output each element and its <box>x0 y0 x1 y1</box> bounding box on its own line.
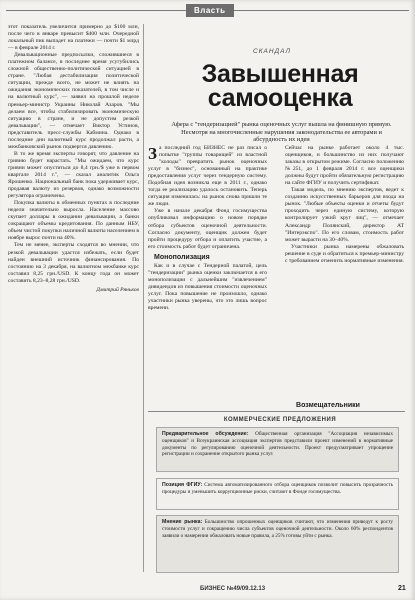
proposal-box-3 <box>156 515 399 573</box>
article-headline: Завышенная самооценка <box>201 60 359 112</box>
author-byline: Дмитрий Ряньков <box>96 286 139 293</box>
section-rule <box>148 411 405 412</box>
box-title: Мнение рынка: <box>162 519 203 525</box>
box-text: Большинство опрошенных оценщиков считают, что изменения приведут к росту стоимости услуг и сокращению числа субъектов оценочной деятельности. Около 60% респондентов заявили о намерении обжаловать новые правила, а 25% готовы уйти с рынка. <box>162 519 393 539</box>
proposal-box-1 <box>156 427 399 472</box>
page-number: 21 <box>398 585 406 592</box>
article-rubric: СКАНДАЛ <box>253 48 291 55</box>
left-paragraph: Девальвационные предпосылки, сложившиеся в платежном балансе, в последнее время усугубились сложной общественно-политической ситуацией в стране. "Любая дестабилизация политической ситуации, прежде всего, не может не влиять на ожидания экономических показателей, в том числе и на валютный курс", — заявил на прошлой неделе премьер-министр Украины Николай Азаров. "Мы делаем все, чтобы стабилизировать экономическую ситуацию в стране, и не допустим резкой девальвации", — отмечает Виктор Устинов, представитель пресс-службы Кабмина. Однако в последние дни валютный курс продолжал расти, а межбанковский рынок подвергся давлению. <box>8 52 139 150</box>
box-title: Позиция ФГИУ: <box>162 482 203 488</box>
commercial-heading: КОММЕРЧЕСКИЕ ПРЕДЛОЖЕНИЯ <box>223 417 337 423</box>
article-lead: Афера с "тендеризацией" рынка оценочных услуг вышла на финишную прямую. Несмотря на многочисленные нарушения законодательства ее авторами и абсурдность их идеи <box>171 121 392 144</box>
article-first-text: а последний год БИЗНЕС не раз писал о попытке "группы товарищей" из властной "колоды" превратить рынок оценочных услуг в "бизнес", основанный на практике предоставления услуг через тендерную систему. Подобная идея возникла еще в 2011 г., однако тогда ее реализацию удалось остановить. Теперь ситуация изменилась: на рынок снова пришли те же люди. <box>148 145 267 208</box>
box-text: Система автоматизированного отбора оценщиков позволит повысить прозрачность процедуры и уменьшить коррупционные риски, считают в Фонде госимущества. <box>162 482 393 495</box>
left-paragraph: В то же время эксперты говорят, что давление на гривню будет нарастать. "Мы ожидаем, что курс гривни может опуститься до 8,4 грн./$ уже в первом квартале 2014 г.", — сказал аналитик Ольга Ярошенко. Национальный банк пока удерживает курс, продавая валюту из резервов, однако возможности регулятора ограничены. <box>8 150 139 200</box>
left-paragraph: Тем не менее, эксперты сходятся во мнении, что резкой девальвации удастся избежать, если будет найден внешний источник финансирования. По состоянию на 3 декабря, на валютном межбанке курс составил 8,25 грн./USD. К концу года он может составить 8,23–8,28 грн./USD. <box>8 242 139 284</box>
article-paragraph: Участники рынка намерены обжаловать решение в суде и обратиться к премьер-министру с требованием отменить нормативные изменения. <box>285 243 404 264</box>
article-subhead: Монополизация <box>154 253 210 261</box>
column-divider <box>143 24 144 572</box>
article-paragraph: Уже в начале декабря Фонд госимущества опубликовал информацию о новом порядке отбора субъектов оценочной деятельности. Согласно документу, оценщик должен будет пройти процедуру отбора и оплатить участие, а его стоимость работ будет ограничена. <box>148 208 267 250</box>
article-paragraph: Как и в случае с Тендерной палатой, цель "тендеризации" рынка оценки заключается в его монополизации с дальнейшим "извлечением" дивидендов из повышения стоимости оценочных услуг. Пока повышение не произошло, однако участники рынка уверены, что это лишь вопрос времени. <box>148 262 267 311</box>
article-paragraph: Такая модель, по мнению экспертов, ведет к созданию искусственных барьеров для входа на рынок. "Любые объекты оценки и отчеты будут проходить через единую систему, которую контролирует узкий круг лиц", — отмечает Александр Полянский, директор АТ "Интерэкспо". По его словам, стоимость работ может вырасти на 30–40%. <box>285 187 404 243</box>
drop-cap: З <box>148 144 157 163</box>
proposal-box-2 <box>156 478 399 510</box>
box-title: Предварительное обсуждение: <box>162 431 249 437</box>
article-paragraph <box>148 145 267 208</box>
box-text: Общественная организация "Ассоциация независимых оценщиков" и Всеукраинская ассоциация экспертов представили проект изменений в нормативные документы по регулированию оценочной деятельности. Проект предусматривает упрощение регистрации и сохранение открытого рынка услуг. <box>162 431 394 458</box>
journal-footer: БИЗНЕС №49/09.12.13 <box>200 586 266 592</box>
article-column-b <box>285 145 404 265</box>
article-paragraph: Сейчас на рынке работает около 4 тыс. оценщиков, и большинство из них получают заказы в открытом режиме. Согласно положению №251, до 1 февраля 2014 г. все оценщики должны будут пройти обязательную регистрацию на сайте ФГИУ и получить сертификат. <box>285 145 404 187</box>
left-column <box>8 24 139 294</box>
left-paragraph: Покупка валюты в обменных пунктах в последние недели значительно выросла. Население массово скупает доллары в ожидании девальвации, а банки сокращают объемы кредитования. По данным НБУ, объем чистой покупки наличной валюты населением в ноябре вырос почти на 40%. <box>8 200 139 242</box>
section-tag: Власть <box>186 4 234 17</box>
left-paragraph: этот показатель увеличится примерно до $100 млн, после чего в январе превысит $400 млн. Очередной локальный пик выпадет на платежи — почти $1 млрд — в феврале 2014 г. <box>8 24 139 52</box>
sidebar-heading: Возмещательники <box>296 402 360 409</box>
article-column-a <box>148 145 267 312</box>
